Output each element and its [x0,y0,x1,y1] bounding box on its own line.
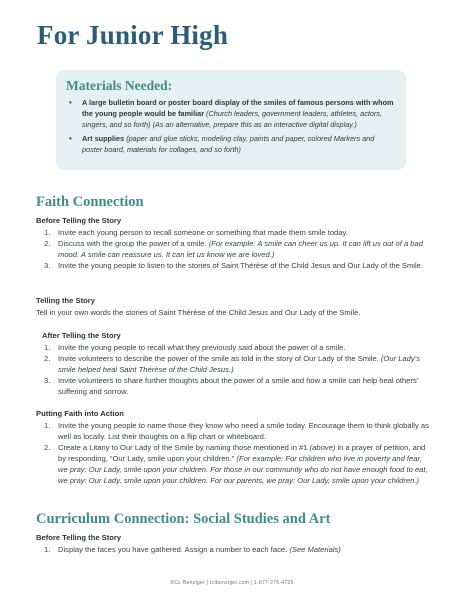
step-text: Invite volunteers to share further thoughts about the power of a smile and how a smile can help heal others’ suffering and sorrow. [58,376,419,396]
step-number: 1. [44,545,51,554]
step-example: (For example: A smile can cheer us up. It can lift us out of a bad mood. A smile can reassure us. It can let us know we are loved.) [58,239,423,259]
materials-heading: Materials Needed: [66,78,173,93]
step-note: (above) [309,443,336,452]
step-note: (See Materials) [289,545,341,554]
after-telling-steps [44,342,430,397]
step-number: 2. [44,354,51,363]
step-number: 1. [44,343,51,352]
subheading-after-telling: After Telling the Story [42,331,121,340]
step-number: 2. [44,443,51,452]
step-number: 2. [44,239,51,248]
bullet-icon: • [69,134,72,143]
page-title: For Junior High [37,20,229,50]
material-note: (paper and glue sticks, modeling clay, paints and paper, colored Markers and poster board, materials for collages, and so forth) [82,134,375,154]
step-number: 1. [44,228,51,237]
subheading-before-telling: Before Telling the Story [36,216,122,225]
list-item [44,544,430,555]
step-number: 3. [44,261,51,270]
list-item [44,375,430,397]
bullet-icon: • [69,98,72,107]
material-name: A large bulletin board or poster board display of the smiles of famous persons with whom the young people would be familiar [82,98,394,118]
page-footer: RCL Benziger | rclbenziger.com | 1-877-275-4725 [170,580,294,586]
step-text: Invite the young people to listen to the stories of Saint Thérèse of the Child Jesus and Our Lady of the Smile. [58,261,423,270]
step-text: Display the faces you have gathered. Assign a number to each face. [58,545,290,554]
faith-action-steps [44,420,430,486]
list-item [44,260,430,271]
materials-list [66,97,396,158]
step-number: 1. [44,421,51,430]
subheading-curriculum-before: Before Telling the Story [36,533,122,542]
list-item [44,420,430,442]
list-item [44,342,430,353]
step-text: Invite the young people to name those they know who need a smile today. Encourage them to think globally as well as locally. List their thoughts on a flip chart or whiteboard. [58,421,429,441]
step-text: Discuss with the group the power of a smile. [58,239,209,248]
step-text: Create a Litany to Our Lady of the Smile by naming those mentioned in #1 [58,443,310,452]
curriculum-steps [44,544,430,555]
material-name: Art supplies [82,134,125,143]
material-note: (Church leaders, government leaders, athletes, actors, singers, and so forth) (As an alternative, prepare this as an interactive digital display.) [82,109,383,129]
materials-box [56,70,406,170]
list-item [66,97,396,130]
step-example: (For example: For children who live in poverty and fear, we pray: Our Lady, smile upon your children. For those in our community who do not have enough food to eat, we pray: Our Lady, smile upon your children. For our parents, we pray: Our Lady, smile upon your children.) [58,454,428,485]
list-item [44,227,430,238]
step-text-continued: in a prayer of petition, and by responding, “Our Lady, smile upon your children.” [58,443,426,463]
step-example: (Our Lady’s smile helped heal Saint Thérèse of the Child Jesus.) [58,354,421,374]
subheading-faith-action: Putting Faith into Action [36,409,124,418]
before-telling-steps [44,227,430,271]
section-heading-faith: Faith Connection [36,194,144,210]
step-number: 3. [44,376,51,385]
telling-text: Tell in your own words the stories of Saint Thérèse of the Child Jesus and Our Lady of the Smile. [36,308,361,317]
subheading-telling: Telling the Story [36,296,95,305]
step-text: Invite the young people to recall what they previously said about the power of a smile. [58,343,346,352]
list-item [44,353,430,375]
step-text: Invite each young person to recall someone or something that made them smile today. [58,228,348,237]
step-text: Invite volunteers to describe the power of the smile as told in the story of Our Lady of the Smile. [58,354,381,363]
list-item [44,238,430,260]
section-heading-curriculum: Curriculum Connection: Social Studies and Art [36,511,331,527]
list-item [44,442,430,486]
list-item [66,133,396,155]
